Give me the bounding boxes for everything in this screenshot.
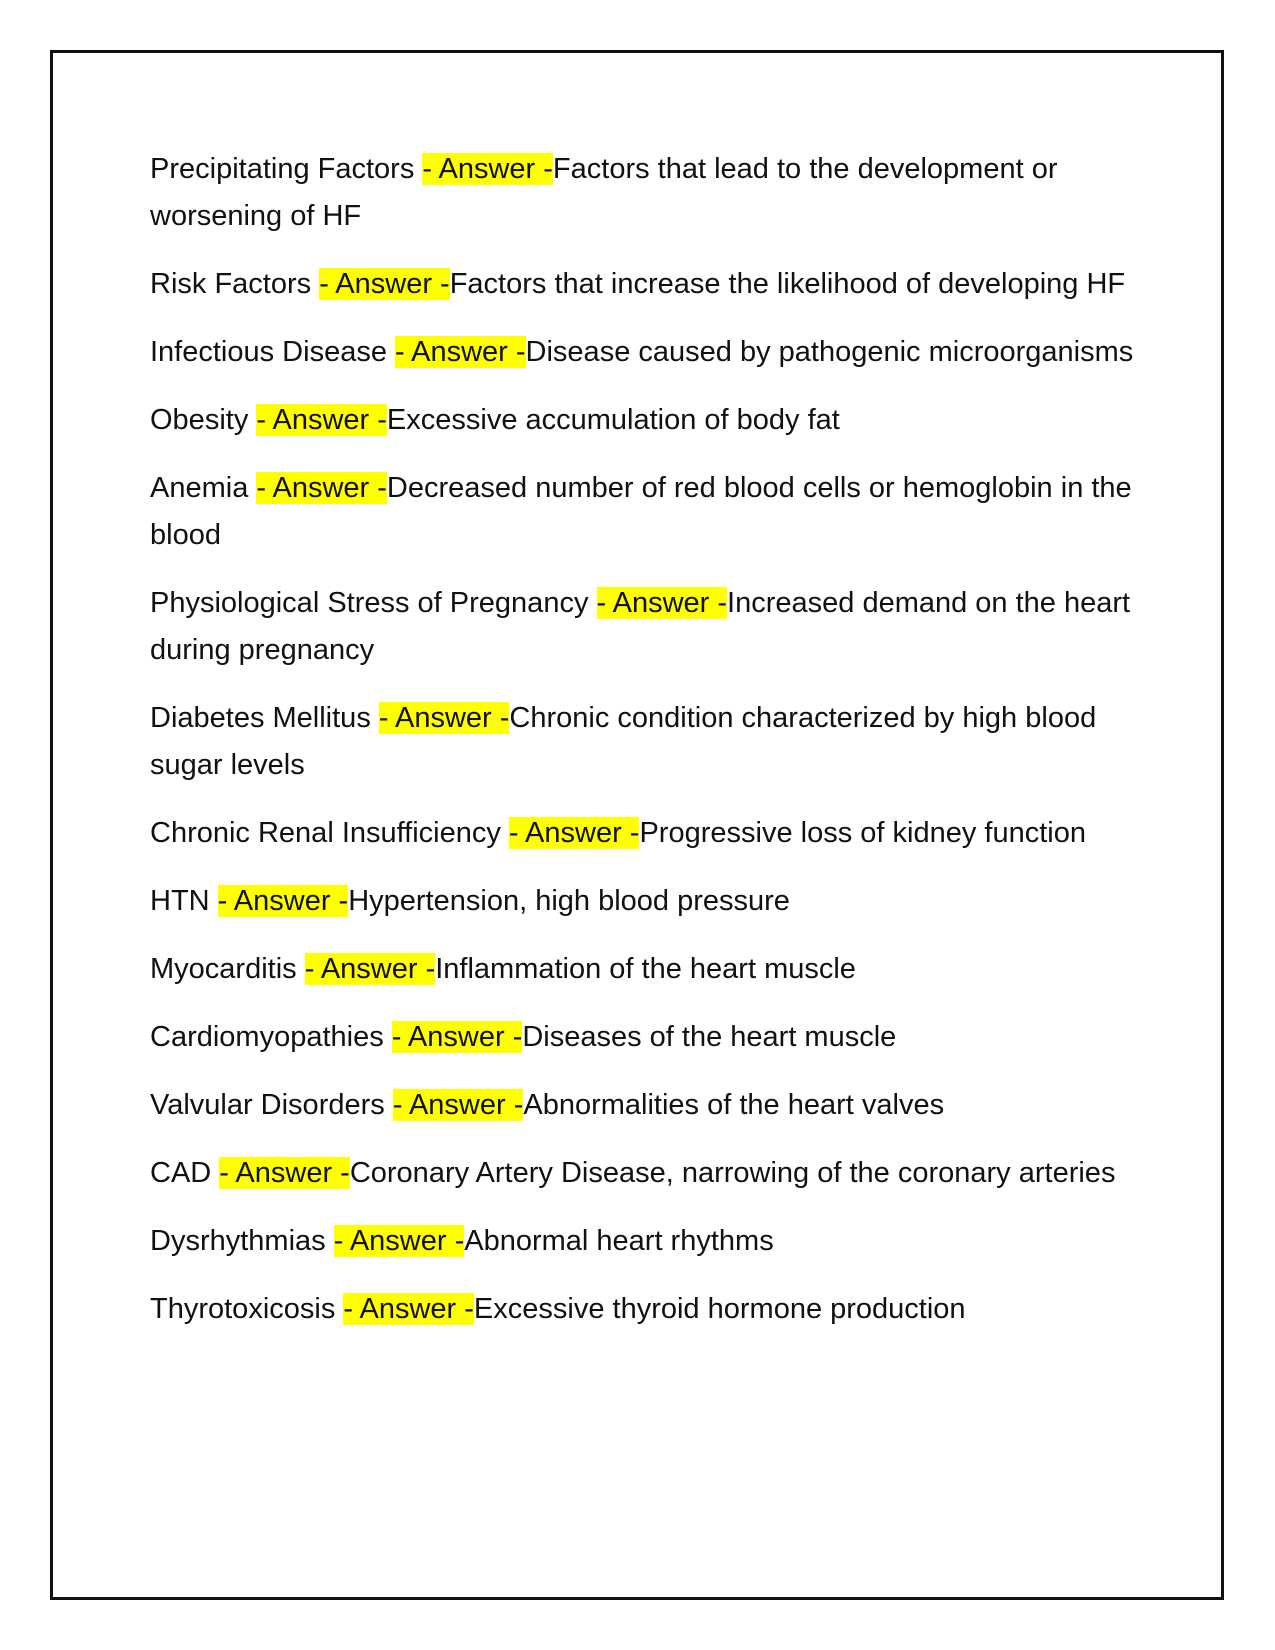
answer-highlight: - Answer - <box>392 1089 524 1121</box>
entry-term: Dysrhythmias <box>150 1225 334 1257</box>
entry-term: HTN <box>150 885 218 917</box>
entry-term: Anemia <box>150 472 257 504</box>
list-item <box>150 1286 1140 1333</box>
entry-definition: Hypertension, high blood pressure <box>348 885 790 917</box>
answer-highlight: - Answer - <box>219 1157 350 1189</box>
list-item <box>150 1082 1140 1129</box>
list-item <box>150 1218 1140 1265</box>
entry-definition: Abnormal heart rhythms <box>464 1225 774 1257</box>
list-item <box>150 946 1140 993</box>
list-item <box>150 580 1140 674</box>
entry-definition: Inflammation of the heart muscle <box>435 953 856 985</box>
entry-definition: Increased demand on the heart during pregnancy <box>150 587 1131 666</box>
entry-term: Diabetes Mellitus <box>150 702 379 734</box>
list-item <box>150 810 1140 857</box>
entry-term: Obesity <box>150 404 257 436</box>
list-item <box>150 146 1140 240</box>
flashcard-list <box>150 146 1140 1354</box>
entry-term: Risk Factors <box>150 268 320 300</box>
entry-definition: Disease caused by pathogenic microorganisms <box>525 336 1134 368</box>
entry-definition: Coronary Artery Disease, narrowing of the coronary arteries <box>349 1157 1116 1189</box>
entry-term: Cardiomyopathies <box>150 1021 392 1053</box>
entry-definition: Factors that increase the likelihood of developing HF <box>449 268 1126 300</box>
answer-highlight: - Answer - <box>378 702 510 734</box>
list-item <box>150 695 1140 789</box>
entry-definition: Excessive accumulation of body fat <box>386 404 840 436</box>
entry-definition: Chronic condition characterized by high blood sugar levels <box>150 702 1097 781</box>
answer-highlight: - Answer - <box>217 885 349 917</box>
answer-highlight: - Answer - <box>596 587 728 619</box>
answer-highlight: - Answer - <box>343 1293 474 1325</box>
list-item <box>150 465 1140 559</box>
entry-term: CAD <box>150 1157 220 1189</box>
entry-definition: Abnormalities of the heart valves <box>523 1089 945 1121</box>
entry-definition: Factors that lead to the development or worsening of HF <box>150 153 1058 232</box>
entry-term: Precipitating Factors <box>150 153 423 185</box>
entry-term: Chronic Renal Insufficiency <box>150 817 509 849</box>
answer-highlight: - Answer - <box>304 953 436 985</box>
answer-highlight: - Answer - <box>395 336 526 368</box>
answer-highlight: - Answer - <box>508 817 640 849</box>
entry-term: Thyrotoxicosis <box>150 1293 344 1325</box>
list-item <box>150 878 1140 925</box>
entry-definition: Decreased number of red blood cells or hemoglobin in the blood <box>150 472 1132 551</box>
answer-highlight: - Answer - <box>256 472 387 504</box>
entry-definition: Diseases of the heart muscle <box>522 1021 897 1053</box>
entry-definition: Excessive thyroid hormone production <box>473 1293 966 1325</box>
answer-highlight: - Answer - <box>256 404 387 436</box>
list-item <box>150 261 1140 308</box>
list-item <box>150 1014 1140 1061</box>
list-item <box>150 329 1140 376</box>
entry-term: Physiological Stress of Pregnancy <box>150 587 597 619</box>
entry-term: Myocarditis <box>150 953 305 985</box>
answer-highlight: - Answer - <box>319 268 450 300</box>
list-item <box>150 397 1140 444</box>
answer-highlight: - Answer - <box>422 153 553 185</box>
list-item <box>150 1150 1140 1197</box>
answer-highlight: - Answer - <box>391 1021 523 1053</box>
entry-term: Valvular Disorders <box>150 1089 393 1121</box>
entry-term: Infectious Disease <box>150 336 396 368</box>
answer-highlight: - Answer - <box>333 1225 465 1257</box>
entry-definition: Progressive loss of kidney function <box>639 817 1086 849</box>
